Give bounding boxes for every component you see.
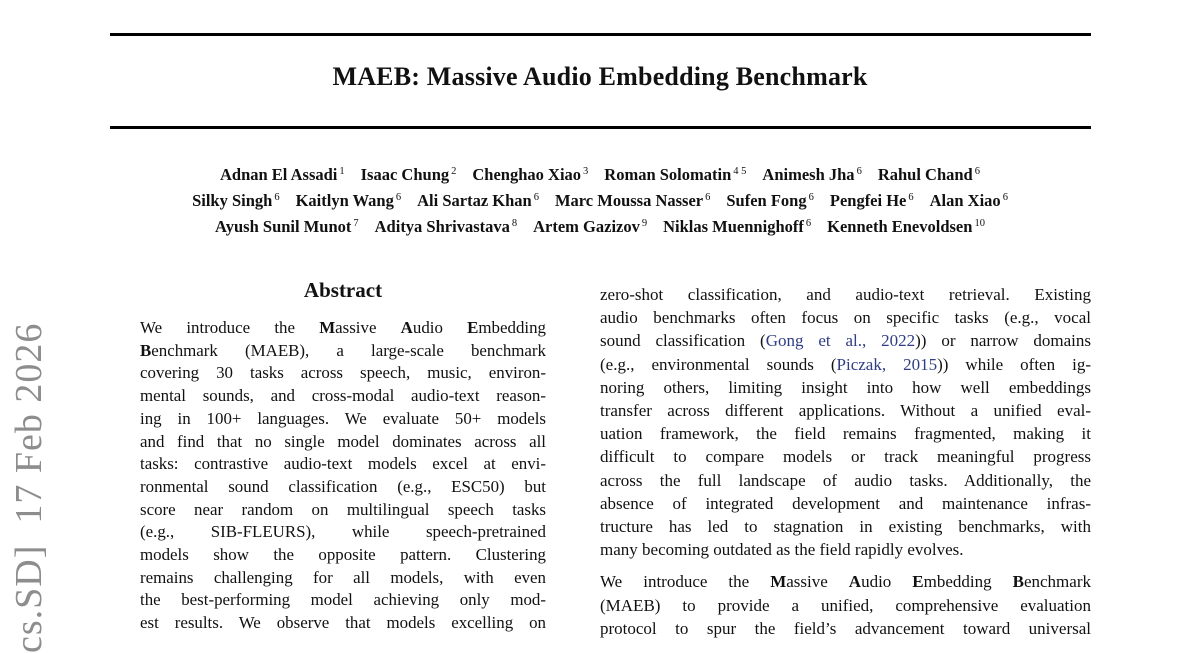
text-line (140, 476, 546, 499)
author-name: Ayush Sunil Munot (215, 217, 352, 236)
text-line (600, 538, 1091, 561)
text-span: covering 30 tasks across speech, music, environ- (140, 363, 546, 383)
text-line (140, 385, 546, 408)
text-span: the best-performing model achieving only mod- (140, 590, 546, 610)
text-line (600, 399, 1091, 422)
author-affiliation-superscript: 3 (583, 166, 589, 177)
author-affiliation-superscript: 6 (808, 192, 814, 203)
citation-link[interactable]: Piczak, 2015 (836, 354, 938, 374)
author-affiliation-superscript: 7 (353, 218, 359, 229)
text-line (140, 521, 546, 544)
text-line (600, 329, 1091, 352)
text-span: audio benchmarks often focus on specific tasks (e.g., vocal (600, 308, 1091, 328)
author-affiliation-superscript: 6 (908, 192, 914, 203)
text-span: score near random on multilingual speech tasks (140, 499, 546, 519)
acronym-letter: M (770, 572, 787, 592)
author-line (0, 188, 1200, 214)
text-span: many becoming outdated as the field rapidly evolves. (600, 540, 964, 560)
author-affiliation-superscript: 6 (856, 166, 862, 177)
author-entry (296, 191, 402, 210)
text-span: )) or narrow domains (915, 331, 1091, 351)
author-entry (361, 165, 457, 184)
text-line (140, 567, 546, 590)
text-span: uation framework, the field remains fragmented, making it (600, 424, 1091, 444)
text-span: absence of integrated development and maintenance infras- (600, 493, 1091, 513)
author-affiliation-superscript: 4 5 (733, 166, 747, 177)
author-entry (663, 217, 811, 236)
author-line (0, 214, 1200, 240)
text-line (140, 612, 546, 635)
text-span: difficult to compare models or track meaningful progress (600, 447, 1091, 467)
text-line (140, 340, 546, 363)
text-span: remains challenging for all models, with even (140, 567, 546, 587)
author-entry (726, 191, 813, 210)
text-span: across the full landscape of audio tasks. Additionally, the (600, 470, 1091, 490)
author-name: Pengfei He (829, 191, 907, 210)
text-line (600, 283, 1091, 306)
author-name: Silky Singh (192, 191, 273, 210)
author-name: Marc Moussa Nasser (554, 191, 704, 210)
author-name: Chenghao Xiao (472, 165, 582, 184)
author-entry (533, 217, 647, 236)
text-span: enchmark (1023, 572, 1091, 592)
text-line (600, 353, 1091, 376)
acronym-letter: E (467, 318, 479, 337)
paper-title: MAEB: Massive Audio Embedding Benchmark (332, 62, 868, 91)
text-line (140, 499, 546, 522)
author-entry (472, 165, 588, 184)
author-name: Aditya Shrivastava (374, 217, 510, 236)
text-line (140, 317, 546, 340)
abstract-heading: Abstract (303, 278, 383, 302)
acronym-letter: A (400, 318, 413, 337)
author-affiliation-superscript: 8 (511, 218, 518, 229)
text-span: mbedding (478, 318, 546, 337)
text-span: mental sounds, and cross-modal audio-text reason- (140, 386, 546, 406)
author-entry (827, 217, 985, 236)
author-entry (830, 191, 914, 210)
author-affiliation-superscript: 2 (451, 166, 457, 177)
author-name: Ali Sartaz Khan (417, 191, 532, 210)
text-span: protocol to spur the field’s advancement toward universal (600, 618, 1091, 638)
author-affiliation-superscript: 6 (805, 218, 812, 229)
text-line (140, 589, 546, 612)
author-name: Rahul Chand (877, 165, 973, 184)
text-line (600, 469, 1091, 492)
author-entry (604, 165, 746, 184)
author-name: Alan Xiao (929, 191, 1001, 210)
author-affiliation-superscript: 10 (974, 218, 985, 229)
intro-paragraph-2 (600, 570, 1091, 640)
text-line (600, 594, 1091, 617)
text-span: assive (335, 318, 401, 337)
text-span: )) while often ig- (937, 354, 1091, 374)
text-line (600, 515, 1091, 538)
author-affiliation-superscript: 6 (533, 192, 539, 203)
text-span: (e.g., SIB-FLEURS), while speech-pretrained (140, 522, 546, 542)
author-affiliation-superscript: 6 (274, 192, 280, 203)
arxiv-watermark: cs.SD] 17 Feb 2026 (8, 322, 50, 653)
text-line (600, 617, 1091, 640)
author-name: Kenneth Enevoldsen (827, 217, 973, 236)
author-affiliation-superscript: 6 (395, 192, 402, 203)
text-span: We introduce the (600, 572, 771, 592)
text-line (600, 422, 1091, 445)
left-column (140, 278, 546, 635)
author-affiliation-superscript: 6 (705, 192, 711, 203)
author-entry (192, 191, 280, 210)
author-line (0, 162, 1200, 188)
author-entry (220, 165, 345, 184)
citation-link[interactable]: Gong et al., 2022 (765, 331, 916, 351)
acronym-letter: M (319, 318, 336, 337)
text-span: assive (786, 572, 849, 592)
text-line (140, 544, 546, 567)
text-span: mbedding (923, 572, 1013, 592)
author-name: Isaac Chung (360, 165, 450, 184)
author-entry (878, 165, 980, 184)
author-entry (215, 217, 359, 236)
author-name: Kaitlyn Wang (295, 191, 394, 210)
text-span: udio (412, 318, 468, 337)
text-line (600, 492, 1091, 515)
intro-paragraph-1 (600, 283, 1091, 561)
acronym-letter: B (140, 340, 152, 360)
title-rule-bottom (110, 126, 1091, 129)
text-line (140, 408, 546, 431)
author-name: Adnan El Assadi (219, 165, 338, 184)
text-span: udio (861, 572, 913, 592)
text-span: (e.g., environmental sounds ( (600, 354, 837, 374)
author-entry (375, 217, 517, 236)
author-entry (417, 191, 539, 210)
text-line (600, 306, 1091, 329)
text-span: and find that no single model dominates across all (140, 431, 546, 451)
author-name: Roman Solomatin (604, 165, 732, 184)
text-span: sound classification ( (600, 331, 766, 351)
text-span: noring others, limiting insight into how well embeddings (600, 377, 1091, 397)
text-line (140, 362, 546, 385)
author-affiliation-superscript: 9 (641, 218, 648, 229)
author-entry (930, 191, 1008, 210)
author-name: Animesh Jha (762, 165, 855, 184)
text-line (600, 445, 1091, 468)
author-affiliation-superscript: 6 (974, 166, 980, 177)
author-name: Niklas Muennighoff (663, 217, 804, 236)
acronym-letter: E (912, 572, 924, 592)
text-line (600, 570, 1091, 593)
author-entry (555, 191, 710, 210)
text-span: est results. We observe that models excelling on (140, 613, 546, 633)
text-span: enchmark (MAEB), a large-scale benchmark (151, 340, 546, 360)
text-span: (MAEB) to provide a unified, comprehensive evaluation (600, 595, 1091, 615)
acronym-letter: A (848, 572, 862, 592)
text-line (600, 376, 1091, 399)
text-span: tructure has led to stagnation in existing benchmarks, with (600, 517, 1091, 537)
text-span: models show the opposite pattern. Clustering (140, 545, 546, 565)
author-entry (762, 165, 861, 184)
author-name: Sufen Fong (726, 191, 807, 210)
text-span: ronmental sound classification (e.g., ESC50) but (140, 476, 546, 496)
text-line (140, 431, 546, 454)
title-rule-top (110, 33, 1091, 36)
text-span: transfer across different applications. Without a unified eval- (600, 401, 1091, 421)
text-span: ing in 100+ languages. We evaluate 50+ models (140, 408, 546, 428)
text-line (140, 453, 546, 476)
abstract-text (140, 317, 546, 635)
text-span: tasks: contrastive audio-text models excel at envi- (140, 454, 546, 474)
author-block (0, 162, 1200, 240)
right-column (600, 283, 1091, 640)
author-affiliation-superscript: 1 (339, 166, 345, 177)
acronym-letter: B (1012, 572, 1024, 592)
author-affiliation-superscript: 6 (1002, 192, 1008, 203)
author-name: Artem Gazizov (533, 217, 640, 236)
text-span: We introduce the (140, 318, 320, 337)
text-span: zero-shot classification, and audio-text retrieval. Existing (600, 285, 1091, 304)
